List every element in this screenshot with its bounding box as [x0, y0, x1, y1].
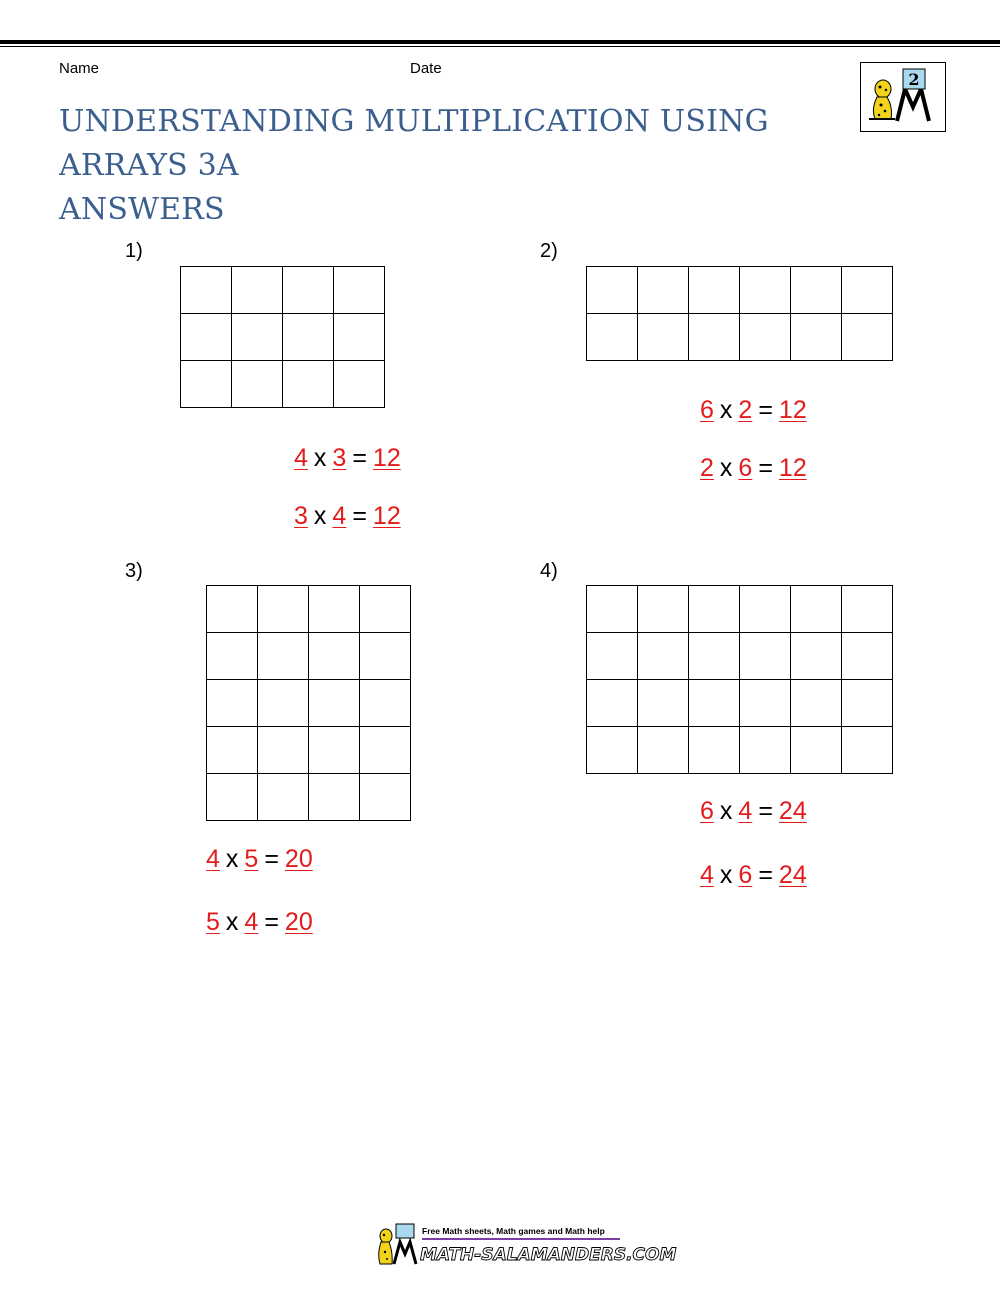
question-2-equation-1: 6 x 2 = 12 [700, 396, 807, 424]
top-rule-thin [0, 46, 1000, 47]
salamander-icon [861, 63, 945, 131]
question-2-array [586, 266, 893, 361]
question-2-equation-2: 2 x 6 = 12 [700, 454, 807, 482]
question-4-equation-1: 6 x 4 = 24 [700, 797, 807, 825]
question-4-array [586, 585, 893, 774]
question-3-equation-1: 4 x 5 = 20 [206, 845, 313, 873]
question-1-equation-2: 3 x 4 = 12 [294, 502, 401, 530]
title-line-1: UNDERSTANDING MULTIPLICATION USING ARRAYS 3A [59, 104, 769, 183]
title-line-2: ANSWERS [59, 192, 225, 227]
name-label: Name [59, 60, 100, 77]
footer-tagline: Free Math sheets, Math games and Math help [422, 1226, 605, 1236]
footer-salamander-icon [374, 1222, 677, 1268]
question-3-array [206, 585, 411, 821]
salamander-logo [860, 62, 946, 132]
question-4-label: 4) [540, 560, 558, 582]
question-2-label: 2) [540, 240, 558, 262]
question-3-equation-2: 5 x 4 = 20 [206, 908, 313, 936]
question-1-label: 1) [125, 240, 143, 262]
page-title [59, 100, 859, 232]
question-1-equation-1: 4 x 3 = 12 [294, 444, 401, 472]
question-1-array [180, 266, 385, 408]
question-4-equation-2: 4 x 6 = 24 [700, 861, 807, 889]
footer-site: MATH-SALAMANDERS.COM [420, 1245, 677, 1265]
top-rule [0, 40, 1000, 44]
footer-logo [374, 1222, 677, 1268]
date-label: Date [410, 60, 442, 77]
logo-badge: 2 [908, 70, 920, 89]
question-3-label: 3) [125, 560, 143, 582]
